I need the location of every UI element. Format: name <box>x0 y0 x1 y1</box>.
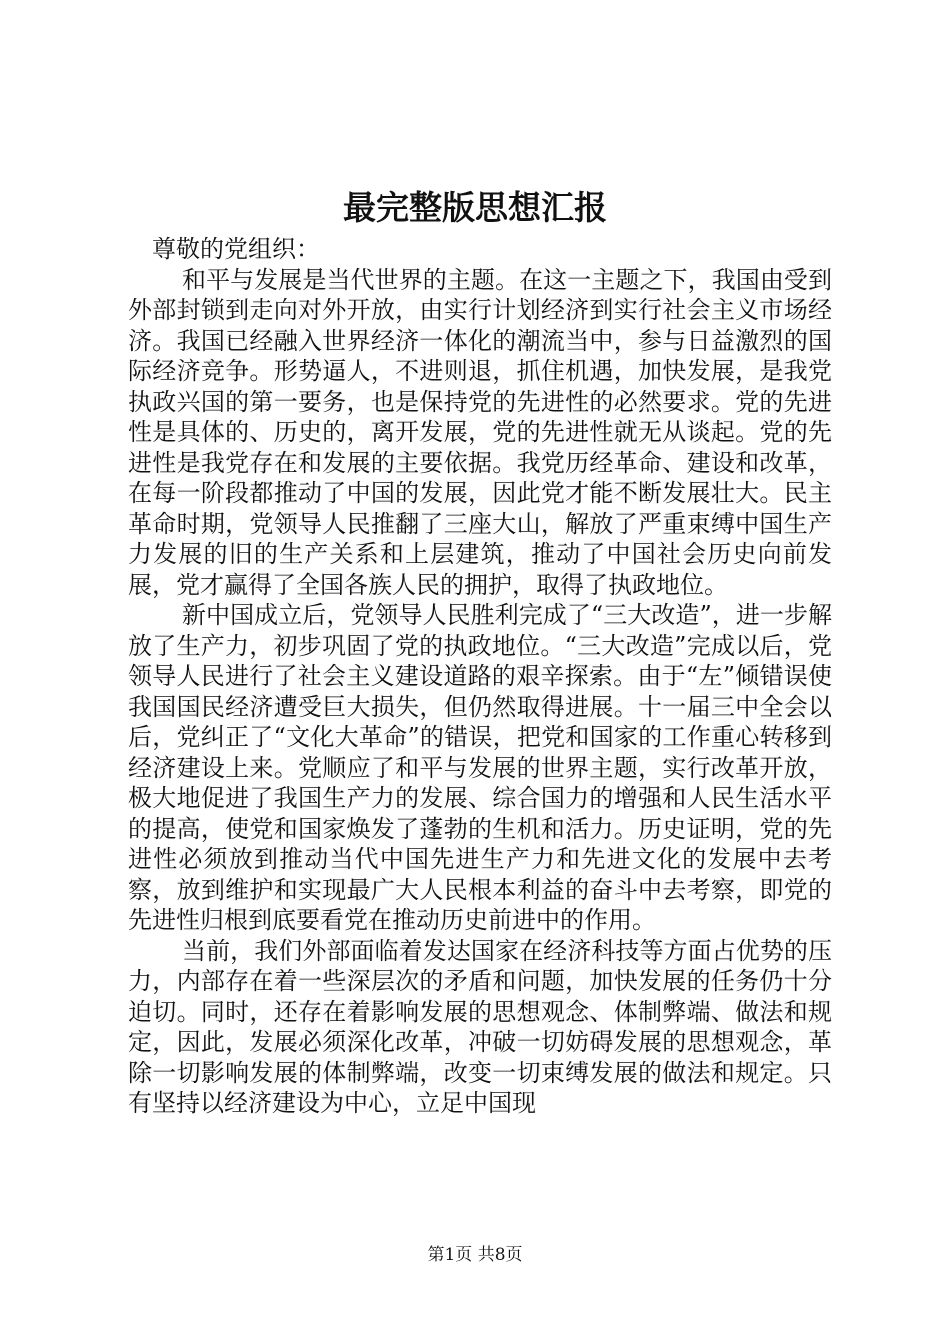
paragraph-2: 新中国成立后，党领导人民胜利完成了“三大改造”，进一步解放了生产力，初步巩固了党的执政地位。“三大改造”完成以后，党领导人民进行了社会主义建设道路的艰辛探索。由于“左”倾错误使我国国民经济遭受巨大损失，但仍然取得进展。十一届三中全会以后，党纠正了“文化大革命”的错误，把党和国家的工作重心转移到经济建设上来。党顺应了和平与发展的世界主题，实行改革开放，极大地促进了我国生产力的发展、综合国力的增强和人民生活水平的提高，使党和国家焕发了蓬勃的生机和活力。历史证明，党的先进性必须放到推动当代中国先进生产力和先进文化的发展中去考察，放到维护和实现最广大人民根本利益的奋斗中去考察，即党的先进性归根到底要看党在推动历史前进中的作用。 <box>128 601 832 934</box>
paragraph-1: 和平与发展是当代世界的主题。在这一主题之下，我国由受到外部封锁到走向对外开放，由实行计划经济到实行社会主义市场经济。我国已经融入世界经济一体化的潮流当中，参与日益激烈的国际经济竞争。形势逼人，不进则退，抓住机遇，加快发展，是我党执政兴国的第一要务，也是保持党的先进性的必然要求。党的先进性是具体的、历史的，离开发展，党的先进性就无从谈起。党的先进性是我党存在和发展的主要依据。我党历经革命、建设和改革，在每一阶段都推动了中国的发展，因此党才能不断发展壮大。民主革命时期，党领导人民推翻了三座大山，解放了严重束缚中国生产力发展的旧的生产关系和上层建筑，推动了中国社会历史向前发展，党才赢得了全国各族人民的拥护，取得了执政地位。 <box>128 265 832 599</box>
paragraph-3: 当前，我们外部面临着发达国家在经济科技等方面占优势的压力，内部存在着一些深层次的矛盾和问题，加快发展的任务仍十分迫切。同时，还存在着影响发展的思想观念、体制弊端、做法和规定，因此，发展必须深化改革，冲破一切妨碍发展的思想观念，革除一切影响发展的体制弊端，改变一切束缚发展的做法和规定。只有坚持以经济建设为中心，立足中国现 <box>128 936 832 1117</box>
page-footer <box>0 1244 950 1266</box>
document-body <box>128 234 832 1119</box>
salutation: 尊敬的党组织： <box>152 235 320 263</box>
page-title: 最完整版思想汇报 <box>343 188 607 227</box>
page-indicator: 第1页 共8页 <box>427 1245 523 1265</box>
